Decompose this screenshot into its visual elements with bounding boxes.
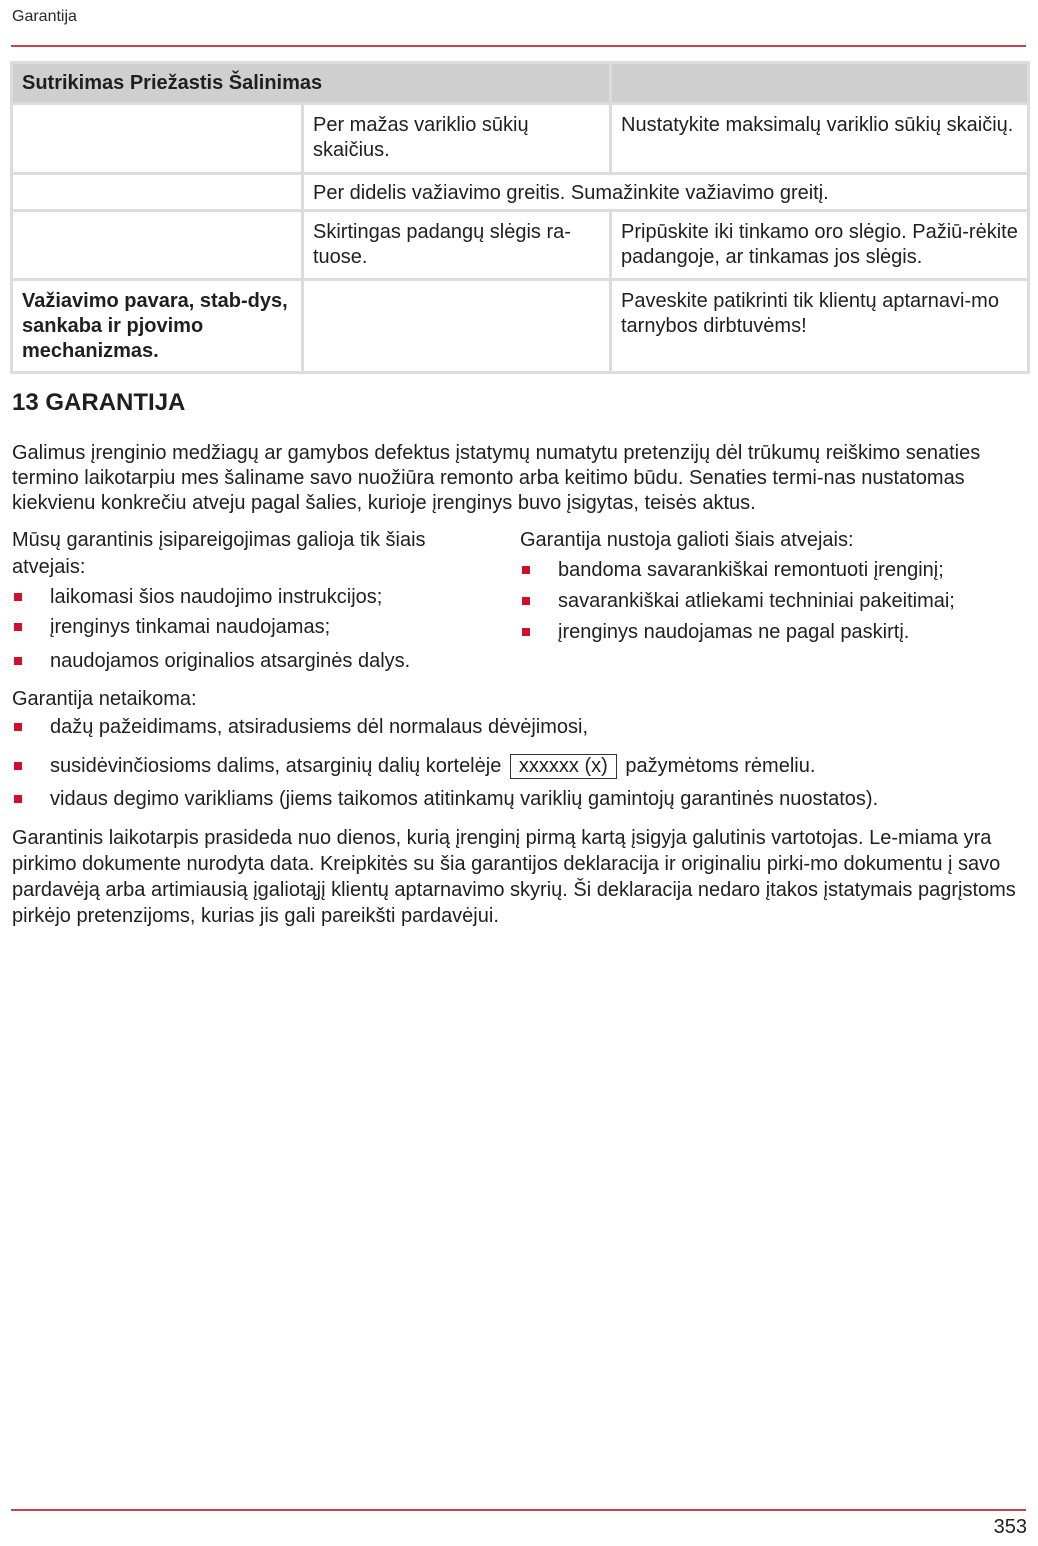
list-item: bandoma savarankiškai remontuoti įrenginį; [520,558,1000,583]
cause-cell [304,281,609,371]
fault-cell [13,212,301,278]
not-covered-section [12,686,1022,826]
not-covered-lead: Garantija netaikoma: [12,688,197,710]
table-header-row [13,64,1027,102]
list-item: įrenginys tinkamai naudojamas; [12,615,492,640]
header-rule [11,45,1026,47]
bullet-icon [14,593,22,601]
fault-cell: Važiavimo pavara, stab-dys, sankaba ir pjovimo mechanizmas. [13,281,301,371]
troubleshooting-table [10,61,1030,374]
fault-cell [13,105,301,172]
void-conditions [520,527,1000,651]
bullet-icon [14,623,22,631]
valid-conditions-list [12,585,492,674]
cause-remedy-text: Per didelis važiavimo greitis. Sumažinkite važiavimo greitį. [313,182,829,204]
bullet-icon [522,566,530,574]
void-conditions-lead: Garantija nustoja galioti šiais atvejais: [520,529,854,551]
valid-conditions [12,527,492,679]
bullet-icon [14,795,22,803]
page-number: 353 [993,1516,1027,1538]
list-item: įrenginys naudojamas ne pagal paskirtį. [520,620,1000,645]
bullet-icon [14,723,22,731]
footer-rule [11,1509,1026,1511]
table-row [13,175,1027,209]
void-conditions-list [520,558,1000,645]
table-row [13,281,1027,371]
bullet-icon [14,657,22,665]
table-header-cell [612,64,1027,102]
cause-cell: Per mažas variklio sūkių skaičius. [304,105,609,172]
table-row [13,212,1027,278]
part-number-box: xxxxxx (x) [510,754,617,779]
list-item: vidaus degimo varikliams (jiems taikomos atitinkamų variklių gamintojų garantinės nuostatos). [12,787,1022,812]
list-item: susidėvinčiosioms dalims, atsarginių dalių kortelėje xxxxxx (x) pažymėtoms rėmeliu. [12,754,1022,779]
not-covered-list [12,715,1022,812]
bullet-icon [522,628,530,636]
bullet-icon [522,597,530,605]
remedy-cell: Nustatykite maksimalų variklio sūkių skaičių. [612,105,1027,172]
list-item: naudojamos originalios atsarginės dalys. [12,649,492,674]
cause-remedy-cell [304,175,1027,209]
table-header-cell: Sutrikimas Priežastis Šalinimas [13,64,609,102]
list-item: laikomasi šios naudojimo instrukcijos; [12,585,492,610]
bullet-icon [14,762,22,770]
running-header: Garantija [12,8,77,25]
list-item: savarankiškai atliekami techniniai pakeitimai; [520,589,1000,614]
valid-conditions-lead: Mūsų garantinis įsipareigojimas galioja tik šiais atvejais: [12,529,426,578]
cause-cell: Skirtingas padangų slėgis ra-tuose. [304,212,609,278]
list-item: dažų pažeidimams, atsiradusiems dėl normalaus dėvėjimosi, [12,715,1022,740]
table-row [13,105,1027,172]
intro-paragraph: Galimus įrenginio medžiagų ar gamybos defektus įstatymų numatytu pretenzijų dėl trūkumų reiškimo senaties termino laikotarpiu mes šaliname savo nuožiūra remonto arba keitimo būdu. Senaties termi-nas nustatomas kiekvienu konkrečiu atveju pagal šalies, kurioje įrenginys buvo įsigytas, teisės aktus. [12,442,981,514]
remedy-cell: Paveskite patikrinti tik klientų aptarnavi-mo tarnybos dirbtuvėms! [612,281,1027,371]
fault-cell [13,175,301,209]
section-title: 13 GARANTIJA [12,389,186,416]
remedy-cell: Pripūskite iki tinkamo oro slėgio. Pažiū-rėkite padangoje, ar tinkamas jos slėgis. [612,212,1027,278]
closing-paragraph: Garantinis laikotarpis prasideda nuo dienos, kurią įrenginį pirmą kartą įsigyja galutinis vartotojas. Le-miama yra pirkimo dokumente nurodyta data. Kreipkitės su šia garantijos deklaracija ir originaliu pirki-mo dokumentu į savo pardavėją arba artimiausią įgaliotąjį klientų aptarnavimo skyrių. Ši deklaracija nedaro įtakos įstatymais pagrįstoms pirkėjo pretenzijoms, kurias jis gali pareikšti pardavėjui. [12,827,1016,927]
